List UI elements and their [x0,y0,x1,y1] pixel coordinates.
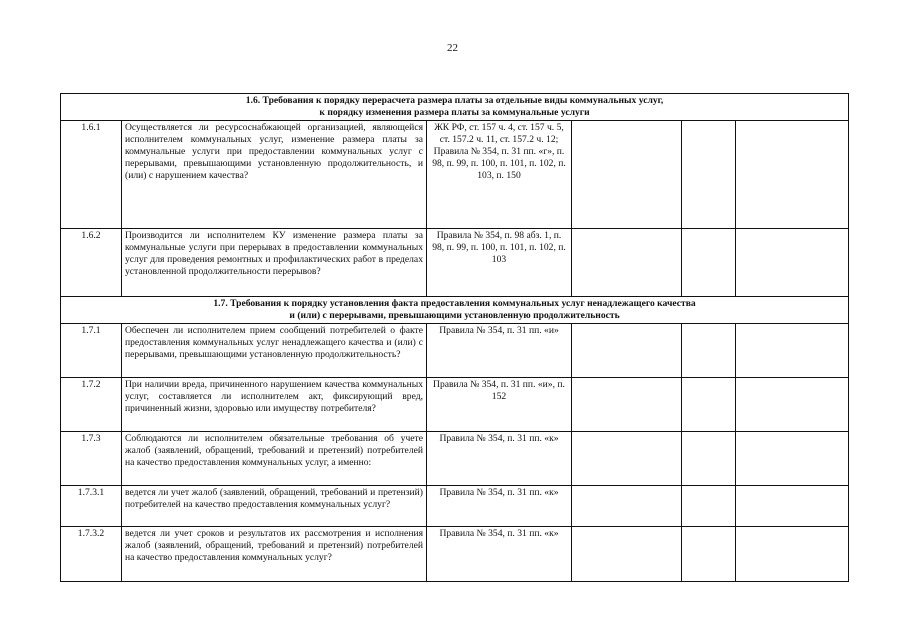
answer-cell [572,486,682,527]
section-header-row [61,297,849,324]
item-number: 1.7.1 [61,324,122,378]
answer-cell [572,432,682,486]
item-question: ведется ли учет сроков и результатов их рассмотрения и исполнения жалоб (заявлений, обращений, требований и претензий) потребителей на качество предоставления коммунальных услуг? [122,527,427,582]
item-reference: Правила № 354, п. 31 пп. «и» [427,324,572,378]
table-row [61,527,849,582]
item-number: 1.6.1 [61,121,122,229]
answer-cell [682,324,736,378]
answer-cell [736,121,849,229]
item-reference: Правила № 354, п. 31 пп. «к» [427,432,572,486]
item-number: 1.7.3.2 [61,527,122,582]
item-reference: Правила № 354, п. 31 пп. «и», п. 152 [427,378,572,432]
answer-cell [682,527,736,582]
answer-cell [682,486,736,527]
table-row [61,121,849,229]
table-row [61,378,849,432]
item-number: 1.7.3.1 [61,486,122,527]
section-title [61,297,849,324]
section-header-row [61,94,849,121]
table-row [61,324,849,378]
answer-cell [572,324,682,378]
item-reference: Правила № 354, п. 31 пп. «к» [427,527,572,582]
item-question: Соблюдаются ли исполнителем обязательные требования об учете жалоб (заявлений, обращений, требований и претензий) потребителей на качество предоставления коммунальных услуг, а именно: [122,432,427,486]
table-row [61,229,849,297]
answer-cell [682,432,736,486]
section-title-line: 1.7. Требования к порядку установления факта предоставления коммунальных услуг ненадлежащего качества [213,298,696,309]
item-question: При наличии вреда, причиненного нарушением качества коммунальных услуг, составляется ли исполнителем акт, фиксирующий вред, причиненный жизни, здоровью или имуществу потребителя? [122,378,427,432]
item-number: 1.7.3 [61,432,122,486]
item-question: Осуществляется ли ресурсоснабжающей организацией, являющейся исполнителем коммунальных услуг, изменение размера платы за коммунальные услуги при предоставлении коммунальных услуг с перерывами, превышающими установленную продолжительность, и (или) с нарушением качества? [122,121,427,229]
answer-cell [572,378,682,432]
page-number: 22 [447,42,458,54]
answer-cell [736,432,849,486]
item-question: ведется ли учет жалоб (заявлений, обращений, требований и претензий) потребителей на качество предоставления коммунальных услуг? [122,486,427,527]
item-reference: Правила № 354, п. 98 абз. 1, п. 98, п. 99, п. 100, п. 101, п. 102, п. 103 [427,229,572,297]
answer-cell [682,229,736,297]
item-reference: ЖК РФ, ст. 157 ч. 4, ст. 157 ч. 5, ст. 157.2 ч. 11, ст. 157.2 ч. 12; Правила № 354, п. 31 пп. «г», п. 98, п. 99, п. 100, п. 101, п. 102, п. 103, п. 150 [427,121,572,229]
answer-cell [736,324,849,378]
answer-cell [736,527,849,582]
answer-cell [736,486,849,527]
section-title-line: и (или) с перерывами, превышающими установленную продолжительность [289,310,620,321]
checklist-table [60,93,849,582]
answer-cell [736,378,849,432]
answer-cell [572,229,682,297]
answer-cell [682,121,736,229]
answer-cell [572,527,682,582]
item-number: 1.7.2 [61,378,122,432]
answer-cell [572,121,682,229]
table-row [61,486,849,527]
answer-cell [736,229,849,297]
section-title-line: к порядку изменения размера платы за коммунальные услуги [319,107,590,118]
table-row [61,432,849,486]
section-title [61,94,849,121]
section-title-line: 1.6. Требования к порядку перерасчета размера платы за отдельные виды коммунальных услуг, [245,95,664,106]
item-number: 1.6.2 [61,229,122,297]
item-question: Обеспечен ли исполнителем прием сообщений потребителей о факте предоставления коммунальных услуг ненадлежащего качества и (или) с перерывами, превышающими установленную продолжительность? [122,324,427,378]
item-reference: Правила № 354, п. 31 пп. «к» [427,486,572,527]
answer-cell [682,378,736,432]
item-question: Производится ли исполнителем КУ изменение размера платы за коммунальные услуги при перерывах в предоставлении коммунальных услуг для проведения ремонтных и профилактических работ в пределах установленной продолжительности перерывов? [122,229,427,297]
